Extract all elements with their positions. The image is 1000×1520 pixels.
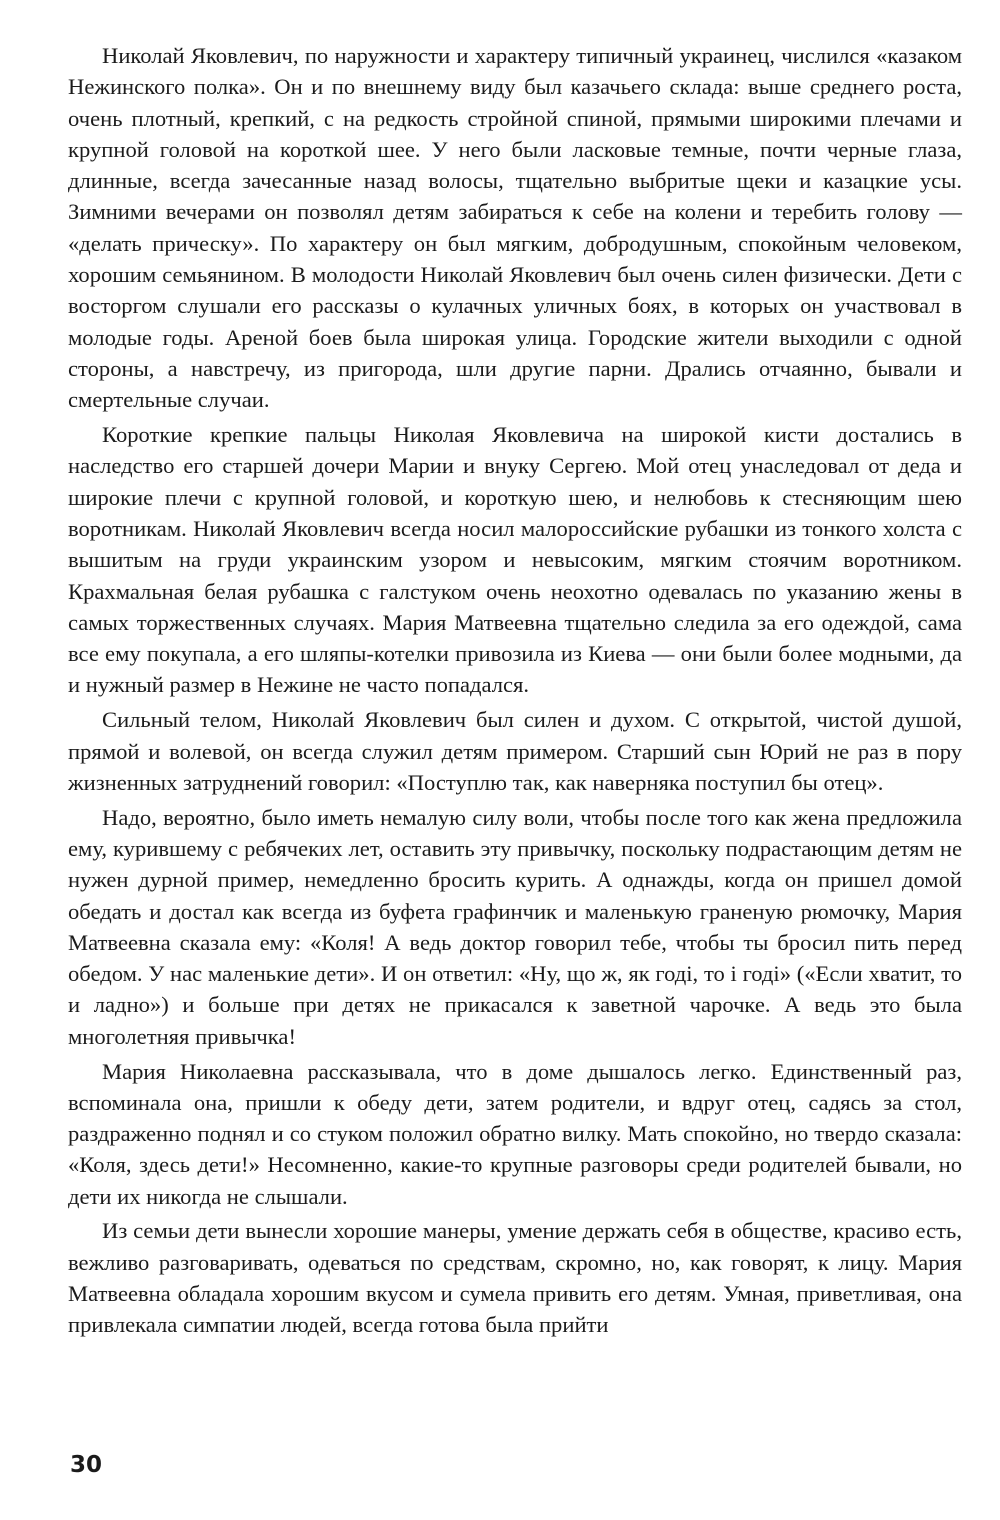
- paragraph-2: Короткие крепкие пальцы Николая Яковлевича на широкой кисти достались в наследство его старшей дочери Марии и внуку Сергею. Мой отец унаследовал от деда и широкие плечи с крупной головой, и короткую шею, и нелюбовь к стесняющим шею воротникам. Николай Яковлевич всегда носил малороссийские рубашки из тонкого холста с вышитым на груди украинским узором и невысоким, мягким стоячим воротником. Крахмальная белая рубашка с галстуком очень неохотно одевалась по указанию жены в самых торжественных случаях. Мария Матвеевна тщательно следила за его одеждой, сама все ему покупала, а его шляпы-котелки привозила из Киева — они были более модными, да и нужный размер в Нежине не часто попадался.: [68, 422, 962, 698]
- page-number: 30: [70, 1452, 103, 1478]
- paragraph-3: Сильный телом, Николай Яковлевич был силен и духом. С открытой, чистой душой, прямой и волевой, он всегда служил детям примером. Старший сын Юрий не раз в пору жизненных затруднений говорил: «Поступлю так, как наверняка поступил бы отец».: [68, 707, 962, 795]
- paragraph-5: Мария Николаевна рассказывала, что в доме дышалось легко. Единственный раз, вспоминала она, пришли к обеду дети, затем родители, и вдруг отец, садясь за стол, раздраженно поднял и со стуком положил обратно вилку. Мать спокойно, но твердо сказала: «Коля, здесь дети!» Несомненно, какие-то крупные разговоры среди родителей бывали, но дети их никогда не слышали.: [68, 1058, 962, 1209]
- paragraph-1: Николай Яковлевич, по наружности и характеру типичный украинец, числился «казаком Нежинского полка». Он и по внешнему виду был казачьего склада: выше среднего роста, очень плотный, крепкий, с на редкость стройной спиной, прямыми широкими плечами и крупной головой на короткой шее. У него были ласковые темные, почти черные глаза, длинные, всегда зачесанные назад волосы, тщательно выбритые щеки и казацкие усы. Зимними вечерами он позволял детям забираться к себе на колени и теребить голову — «делать прическу». По характеру он был мягким, добродушным, спокойным человеком, хорошим семьянином. В молодости Николай Яковлевич был очень силен физически. Дети с восторгом слушали его рассказы о кулачных уличных боях, в которых он участвовал в молодые годы. Ареной боев была широкая улица. Городские жители выходили с одной стороны, а навстречу, из пригорода, шли другие парни. Дрались отчаянно, бывали и смертельные случаи.: [68, 43, 962, 413]
- paragraph-4: Надо, вероятно, было иметь немалую силу воли, чтобы после того как жена предложила ему, курившему с ребячеких лет, оставить эту привычку, поскольку подрастающим детям не нужен дурной пример, немедленно бросить курить. А однажды, когда он пришел домой обедать и достал как всегда из буфета графинчик и маленькую граненую рюмочку, Мария Матвеевна сказала ему: «Коля! А ведь доктор говорил тебе, чтобы ты бросил пить перед обедом. У нас маленькие дети». И он ответил: «Ну, що ж, як годі, то і годі» («Если хватит, то и ладно») и больше при детях не прикасался к заветной чарочке. А ведь это была многолетняя привычка!: [68, 804, 962, 1049]
- page-text-body: [68, 40, 962, 1344]
- paragraph-6: Из семьи дети вынесли хорошие манеры, умение держать себя в обществе, красиво есть, вежливо разговаривать, одеваться по средствам, скромно, но, как говорят, к лицу. Мария Матвеевна обладала хорошим вкусом и сумела привить его детям. Умная, приветливая, она привлекала симпатии людей, всегда готова была прийти: [68, 1218, 962, 1338]
